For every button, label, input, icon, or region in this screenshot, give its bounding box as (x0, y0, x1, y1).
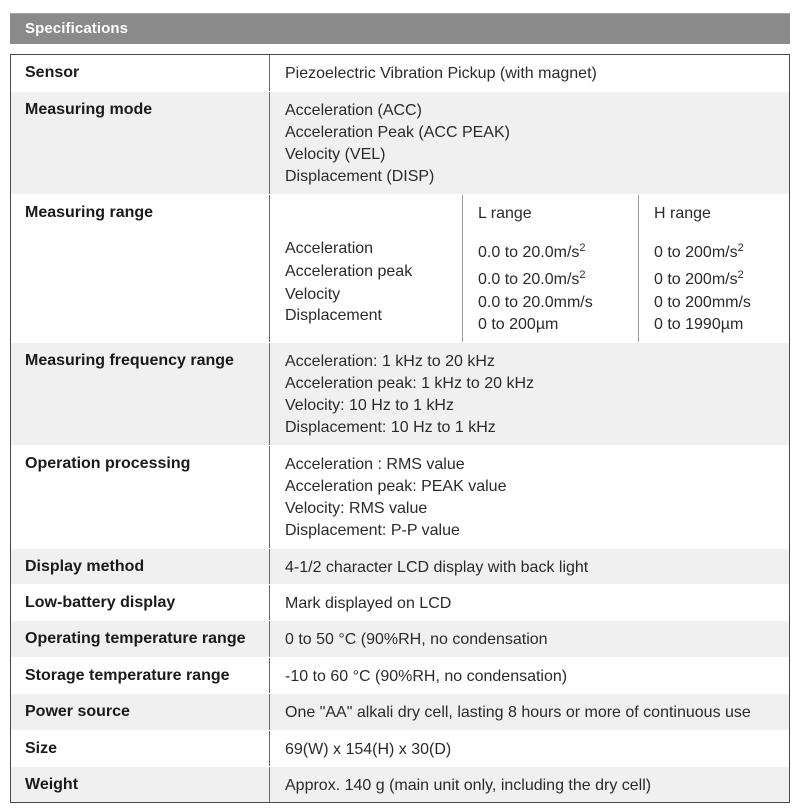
row-value (269, 621, 789, 657)
row-value (269, 55, 789, 91)
range-name: Displacement (285, 307, 382, 324)
value-line: Piezoelectric Vibration Pickup (with magnet) (285, 65, 597, 82)
h-range-value: 0 to $200m/s^2$ (654, 242, 744, 261)
row-storage-temperature-range (11, 657, 789, 693)
range-name: Acceleration (285, 240, 374, 257)
row-label: Operating temperature range (25, 630, 246, 647)
row-label: Measuring frequency range (25, 352, 234, 369)
value-line: Velocity: RMS value (285, 500, 428, 517)
row-value (269, 658, 789, 693)
row-label: Measuring mode (25, 101, 153, 118)
row-measuring-mode (11, 91, 789, 194)
row-operation-processing (11, 445, 789, 548)
l-range-value: 0.0 to $20.0m/s^2$ (478, 242, 586, 261)
value-line: Mark displayed on LCD (285, 595, 452, 612)
row-sensor (11, 55, 789, 91)
value-line: Acceleration: 1 kHz to 20 kHz (285, 353, 495, 370)
value-line: Acceleration peak: 1 kHz to 20 kHz (285, 375, 535, 392)
row-value (269, 767, 789, 802)
value-line: Acceleration Peak (ACC PEAK) (285, 124, 510, 141)
h-range-value: 0 to 200mm/s (654, 294, 751, 311)
row-label: Power source (25, 703, 130, 720)
value-line: Acceleration (ACC) (285, 102, 422, 119)
row-weight (11, 766, 789, 802)
value-line: Acceleration peak: PEAK value (285, 478, 507, 495)
row-size (11, 730, 789, 766)
value-line: Acceleration : RMS value (285, 456, 465, 473)
row-label: Operation processing (25, 455, 191, 472)
row-value (269, 92, 789, 194)
value-line: Approx. 140 g (main unit only, including the dry cell) (285, 777, 652, 794)
range-name: Velocity (285, 286, 341, 303)
header-title: Specifications (25, 20, 129, 37)
specifications-header (10, 13, 790, 44)
row-measuring-frequency-range (11, 342, 789, 445)
row-label: Sensor (25, 64, 80, 81)
range-names-column (270, 195, 462, 342)
value-line: Displacement: 10 Hz to 1 kHz (285, 419, 496, 436)
value-line: 69(W) x 154(H) x 30(D) (285, 741, 452, 758)
row-value (269, 343, 789, 445)
row-value (269, 446, 789, 548)
specifications-table (10, 54, 790, 803)
value-line: Velocity (VEL) (285, 146, 386, 163)
h-range-value: 0 to $200m/s^2$ (654, 269, 744, 288)
row-label: Weight (25, 776, 79, 793)
value-line: Velocity: 10 Hz to 1 kHz (285, 397, 454, 414)
row-display-method (11, 548, 789, 584)
value-line: -10 to 60 °C (90%RH, no condensation) (285, 668, 568, 685)
row-label: Low-battery display (25, 594, 176, 611)
h-range-header: H range (654, 205, 711, 222)
l-range-column (462, 195, 638, 342)
l-range-value: 0 to 200µm (478, 316, 559, 333)
h-range-value: 0 to 1990µm (654, 316, 744, 333)
row-label: Measuring range (25, 204, 154, 221)
h-range-column (638, 195, 789, 342)
row-label: Size (25, 740, 58, 757)
row-label: Display method (25, 558, 145, 575)
row-power-source (11, 693, 789, 730)
value-line: One "AA" alkali dry cell, lasting 8 hours or more of continuous use (285, 704, 751, 721)
row-label: Storage temperature range (25, 667, 230, 684)
row-measuring-range (11, 194, 789, 342)
row-value (269, 731, 789, 766)
row-low-battery-display (11, 584, 789, 620)
value-line: Displacement: P-P value (285, 522, 460, 539)
value-line: 0 to 50 °C (90%RH, no condensation (285, 631, 548, 648)
value-line: 4-1/2 character LCD display with back light (285, 559, 589, 576)
row-operating-temperature-range (11, 620, 789, 657)
l-range-header: L range (478, 205, 532, 222)
value-line: Displacement (DISP) (285, 168, 435, 185)
row-value (269, 195, 789, 342)
row-value (269, 694, 789, 730)
row-value (269, 549, 789, 584)
l-range-value: 0.0 to 20.0mm/s (478, 294, 593, 311)
range-name: Acceleration peak (285, 263, 413, 280)
l-range-value: 0.0 to $20.0m/s^2$ (478, 269, 586, 288)
row-value (269, 585, 789, 620)
